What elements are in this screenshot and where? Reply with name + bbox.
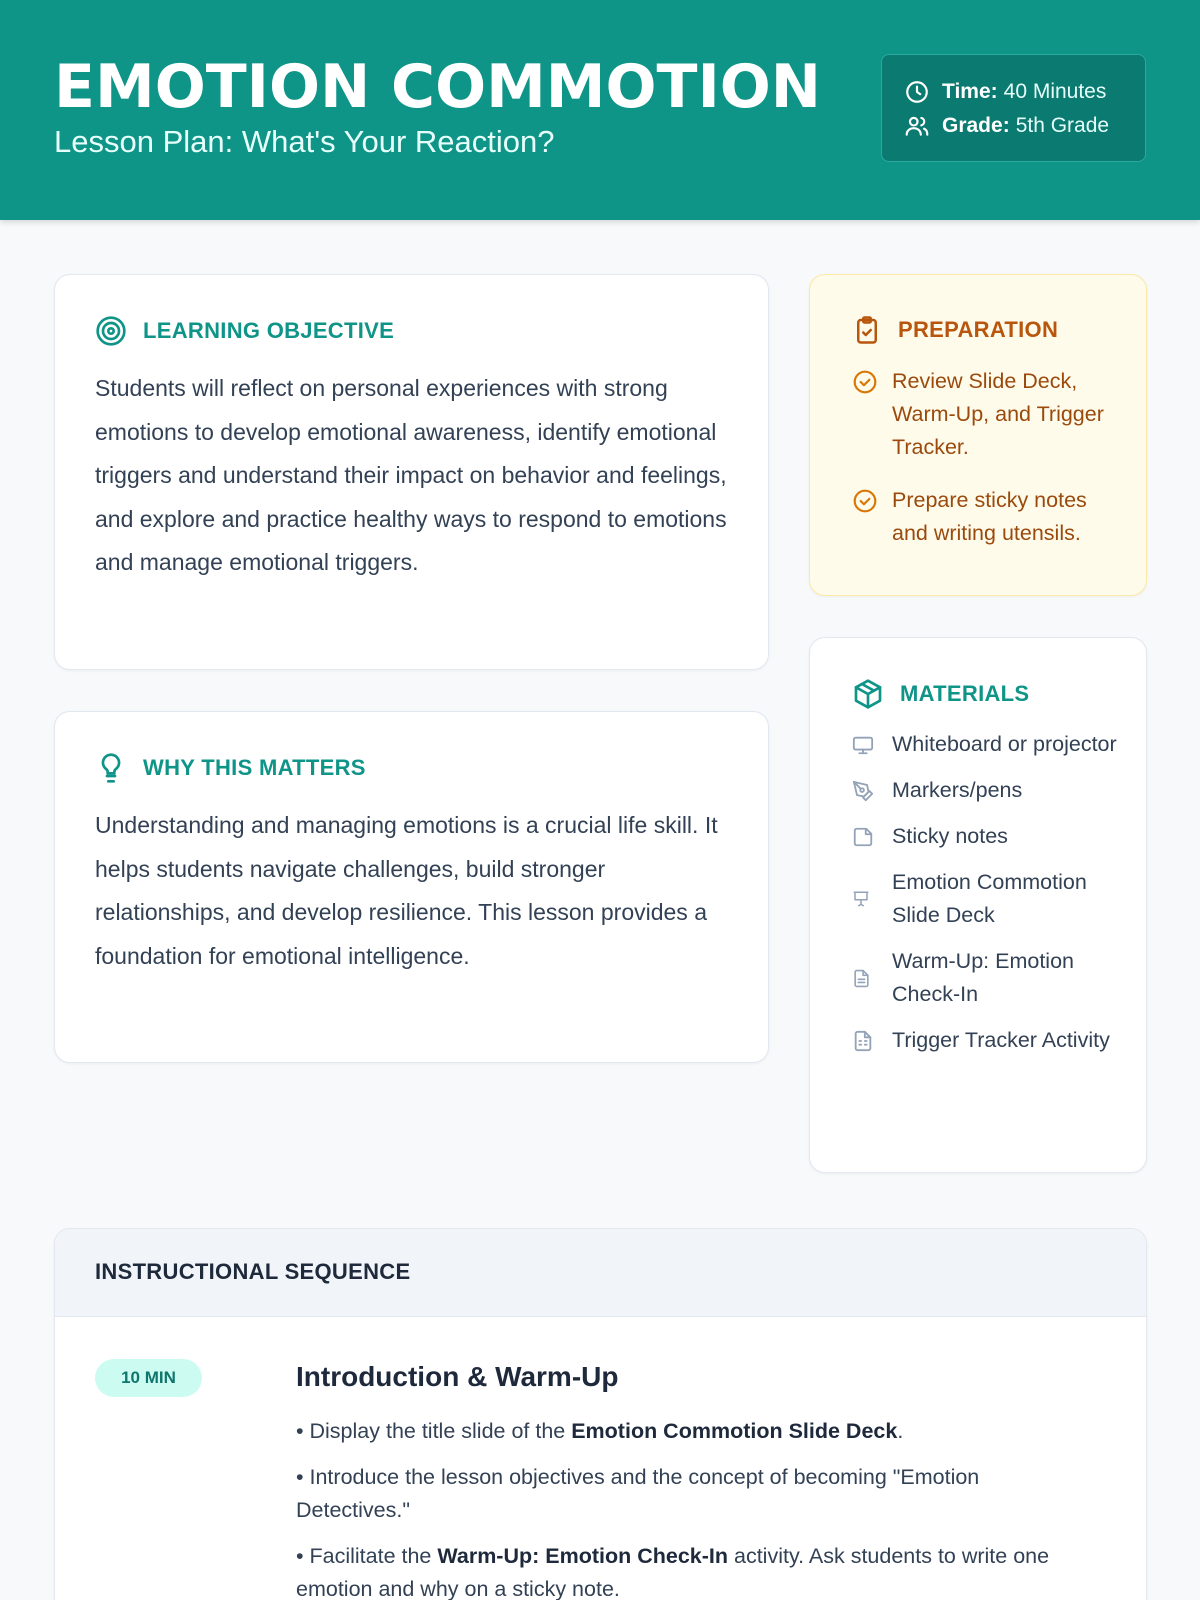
preparation-item	[852, 365, 1116, 464]
duration-badge: 10 MIN	[95, 1359, 202, 1397]
bullet-text: • Facilitate the	[296, 1544, 438, 1568]
instructional-sequence-title: INSTRUCTIONAL SEQUENCE	[55, 1229, 1146, 1317]
package-icon	[852, 678, 884, 710]
step-title: Introduction & Warm-Up	[296, 1361, 619, 1392]
why-this-matters-card	[54, 711, 769, 1063]
presentation-icon	[852, 890, 870, 908]
preparation-item-text: Prepare sticky notes and writing utensils.	[892, 488, 1087, 545]
preparation-title: PREPARATION	[898, 317, 1059, 342]
lesson-meta-box	[881, 54, 1146, 162]
material-item	[852, 945, 1120, 1011]
learning-objective-title: LEARNING OBJECTIVE	[143, 318, 395, 343]
time-label: Time:	[942, 80, 998, 103]
material-label: Markers/pens	[892, 778, 1023, 802]
lesson-title: EMOTION COMMOTION	[54, 52, 821, 122]
target-icon	[95, 315, 127, 347]
preparation-item-text: Review Slide Deck, Warm-Up, and Trigger Tracker.	[892, 369, 1104, 459]
material-item	[852, 1024, 1120, 1057]
why-this-matters-text: Understanding and managing emotions is a crucial life skill. It helps students navigate challenges, build stronger relationships, and develop resilience. This lesson provides a foundation for emotional intelligence.	[95, 812, 718, 969]
bullet-text: • Introduce the lesson objectives and the concept of becoming "Emotion Detectives."	[296, 1465, 980, 1522]
materials-list	[852, 728, 1120, 1057]
material-label: Sticky notes	[892, 824, 1008, 848]
check-circle-icon	[852, 369, 878, 395]
lightbulb-icon	[95, 752, 127, 784]
bullet-text: activity. Ask students to write one emotion and why on a sticky note.	[296, 1544, 1050, 1600]
time-row	[904, 75, 1145, 109]
pen-icon	[852, 780, 874, 802]
check-circle-icon	[852, 488, 878, 514]
learning-objective-card	[54, 274, 769, 670]
step-bullet	[296, 1540, 1096, 1600]
materials-card	[809, 637, 1147, 1173]
document-icon	[852, 969, 871, 988]
bullet-text: • Display the title slide of the	[296, 1419, 572, 1443]
sticky-note-icon	[852, 826, 874, 848]
material-label: Whiteboard or projector	[892, 732, 1117, 756]
material-label: Warm-Up: Emotion Check-In	[892, 949, 1074, 1006]
grade-row	[904, 109, 1145, 143]
step-bullets	[296, 1415, 1096, 1600]
learning-objective-heading	[95, 315, 728, 347]
spreadsheet-icon	[852, 1030, 874, 1052]
step-bullet	[296, 1461, 1096, 1527]
bullet-bold-text: Emotion Commotion Slide Deck	[571, 1419, 898, 1443]
bullet-text: .	[897, 1419, 904, 1443]
lesson-header	[0, 0, 1200, 220]
lesson-subtitle: Lesson Plan: What's Your Reaction?	[54, 124, 555, 159]
material-label: Emotion Commotion Slide Deck	[892, 870, 1087, 927]
materials-title: MATERIALS	[900, 681, 1030, 706]
instructional-sequence-card	[54, 1228, 1147, 1600]
time-value: 40 Minutes	[1003, 80, 1107, 103]
material-item	[852, 728, 1120, 761]
materials-heading	[852, 678, 1120, 710]
preparation-card	[809, 274, 1147, 596]
preparation-heading	[852, 315, 1116, 345]
monitor-icon	[852, 734, 874, 756]
grade-label: Grade:	[942, 114, 1010, 137]
bullet-bold-text: Warm-Up: Emotion Check-In	[437, 1544, 729, 1568]
grade-value: 5th Grade	[1015, 114, 1110, 137]
material-item	[852, 866, 1120, 932]
users-icon	[904, 113, 930, 139]
clock-icon	[904, 79, 930, 105]
why-this-matters-heading	[95, 752, 728, 784]
step-bullet	[296, 1415, 1096, 1448]
learning-objective-text: Students will reflect on personal experiences with strong emotions to develop emotional awareness, identify emotional triggers and understand their impact on behavior and feelings, and explore and practice healthy ways to respond to emotions and manage emotional triggers.	[95, 375, 727, 575]
material-item	[852, 820, 1120, 853]
clipboard-check-icon	[852, 315, 882, 345]
material-label: Trigger Tracker Activity	[892, 1028, 1110, 1052]
preparation-item	[852, 484, 1116, 550]
why-this-matters-title: WHY THIS MATTERS	[143, 755, 366, 780]
material-item	[852, 774, 1120, 807]
